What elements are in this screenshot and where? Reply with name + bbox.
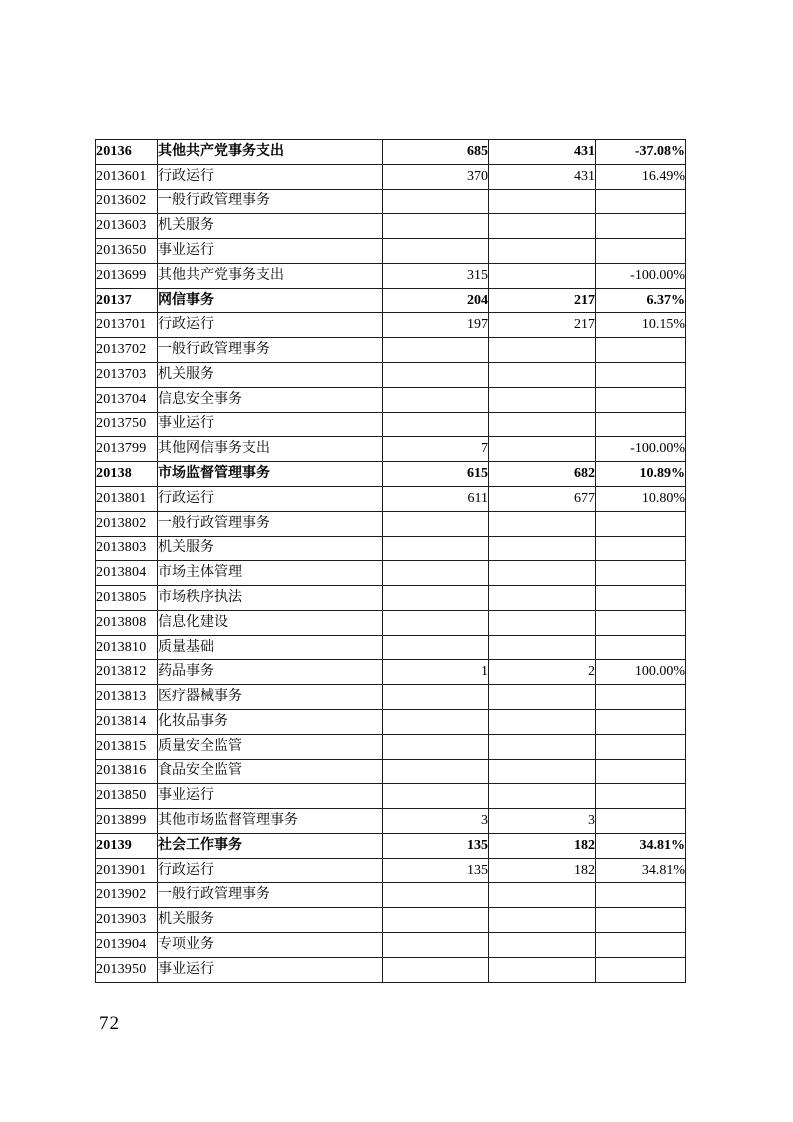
- code-cell: 2013904: [96, 933, 158, 958]
- code-cell: 2013808: [96, 610, 158, 635]
- code-cell: 2013901: [96, 858, 158, 883]
- value1-cell: [383, 239, 489, 264]
- name-cell: 行政运行: [158, 313, 383, 338]
- name-cell: 行政运行: [158, 858, 383, 883]
- table-row: [96, 833, 686, 858]
- value2-cell: [489, 784, 596, 809]
- pct-cell: [596, 511, 686, 536]
- value2-cell: 682: [489, 462, 596, 487]
- value2-cell: [489, 536, 596, 561]
- name-cell: 事业运行: [158, 239, 383, 264]
- name-cell: 机关服务: [158, 536, 383, 561]
- value1-cell: [383, 933, 489, 958]
- value1-cell: [383, 511, 489, 536]
- value1-cell: [383, 734, 489, 759]
- name-cell: 食品安全监管: [158, 759, 383, 784]
- pct-cell: [596, 759, 686, 784]
- value2-cell: [489, 189, 596, 214]
- name-cell: 网信事务: [158, 288, 383, 313]
- value1-cell: [383, 883, 489, 908]
- code-cell: 2013602: [96, 189, 158, 214]
- value1-cell: 3: [383, 809, 489, 834]
- pct-cell: [596, 784, 686, 809]
- value2-cell: [489, 263, 596, 288]
- name-cell: 行政运行: [158, 164, 383, 189]
- pct-cell: [596, 536, 686, 561]
- table-row: [96, 313, 686, 338]
- pct-cell: [596, 809, 686, 834]
- value2-cell: [489, 759, 596, 784]
- table-body: [96, 140, 686, 983]
- value2-cell: [489, 363, 596, 388]
- value2-cell: [489, 511, 596, 536]
- table-row: [96, 809, 686, 834]
- pct-cell: [596, 561, 686, 586]
- value1-cell: 315: [383, 263, 489, 288]
- pct-cell: 10.80%: [596, 486, 686, 511]
- name-cell: 社会工作事务: [158, 833, 383, 858]
- table-row: [96, 635, 686, 660]
- value1-cell: [383, 635, 489, 660]
- pct-cell: [596, 883, 686, 908]
- code-cell: 2013802: [96, 511, 158, 536]
- pct-cell: [596, 685, 686, 710]
- name-cell: 事业运行: [158, 412, 383, 437]
- name-cell: 一般行政管理事务: [158, 189, 383, 214]
- code-cell: 2013805: [96, 586, 158, 611]
- value2-cell: [489, 709, 596, 734]
- table-row: [96, 586, 686, 611]
- value2-cell: [489, 734, 596, 759]
- table-row: [96, 239, 686, 264]
- code-cell: 2013813: [96, 685, 158, 710]
- code-cell: 2013850: [96, 784, 158, 809]
- table-row: [96, 214, 686, 239]
- name-cell: 化妆品事务: [158, 709, 383, 734]
- value1-cell: [383, 685, 489, 710]
- pct-cell: -100.00%: [596, 263, 686, 288]
- code-cell: 2013902: [96, 883, 158, 908]
- code-cell: 2013704: [96, 387, 158, 412]
- table-row: [96, 462, 686, 487]
- name-cell: 其他共产党事务支出: [158, 140, 383, 165]
- name-cell: 一般行政管理事务: [158, 338, 383, 363]
- value1-cell: [383, 586, 489, 611]
- value2-cell: [489, 883, 596, 908]
- name-cell: 质量基础: [158, 635, 383, 660]
- table-row: [96, 363, 686, 388]
- pct-cell: -37.08%: [596, 140, 686, 165]
- value2-cell: [489, 957, 596, 982]
- value1-cell: [383, 363, 489, 388]
- name-cell: 其他市场监督管理事务: [158, 809, 383, 834]
- name-cell: 其他网信事务支出: [158, 437, 383, 462]
- table-row: [96, 933, 686, 958]
- table-row: [96, 734, 686, 759]
- pct-cell: [596, 214, 686, 239]
- name-cell: 药品事务: [158, 660, 383, 685]
- pct-cell: 34.81%: [596, 833, 686, 858]
- value2-cell: [489, 412, 596, 437]
- table-row: [96, 263, 686, 288]
- pct-cell: 100.00%: [596, 660, 686, 685]
- code-cell: 2013899: [96, 809, 158, 834]
- value2-cell: 217: [489, 313, 596, 338]
- table-row: [96, 536, 686, 561]
- pct-cell: [596, 908, 686, 933]
- pct-cell: 16.49%: [596, 164, 686, 189]
- code-cell: 2013812: [96, 660, 158, 685]
- name-cell: 事业运行: [158, 957, 383, 982]
- table-row: [96, 660, 686, 685]
- page-number: 72: [99, 1013, 120, 1034]
- value1-cell: [383, 709, 489, 734]
- code-cell: 2013699: [96, 263, 158, 288]
- table-row: [96, 561, 686, 586]
- pct-cell: 10.15%: [596, 313, 686, 338]
- code-cell: 20137: [96, 288, 158, 313]
- pct-cell: [596, 586, 686, 611]
- name-cell: 事业运行: [158, 784, 383, 809]
- table-row: [96, 486, 686, 511]
- code-cell: 20139: [96, 833, 158, 858]
- name-cell: 机关服务: [158, 214, 383, 239]
- table-row: [96, 288, 686, 313]
- value2-cell: [489, 338, 596, 363]
- name-cell: 信息安全事务: [158, 387, 383, 412]
- table-row: [96, 412, 686, 437]
- value2-cell: [489, 387, 596, 412]
- pct-cell: [596, 610, 686, 635]
- value1-cell: [383, 957, 489, 982]
- budget-table: [95, 139, 686, 983]
- value1-cell: 615: [383, 462, 489, 487]
- value1-cell: [383, 338, 489, 363]
- table-row: [96, 164, 686, 189]
- value1-cell: 135: [383, 833, 489, 858]
- code-cell: 2013650: [96, 239, 158, 264]
- table-row: [96, 858, 686, 883]
- table-row: [96, 511, 686, 536]
- code-cell: 2013803: [96, 536, 158, 561]
- value2-cell: 431: [489, 140, 596, 165]
- code-cell: 2013810: [96, 635, 158, 660]
- code-cell: 2013801: [96, 486, 158, 511]
- code-cell: 2013903: [96, 908, 158, 933]
- table-row: [96, 908, 686, 933]
- name-cell: 市场秩序执法: [158, 586, 383, 611]
- value2-cell: [489, 561, 596, 586]
- value1-cell: [383, 759, 489, 784]
- value1-cell: [383, 536, 489, 561]
- code-cell: 2013815: [96, 734, 158, 759]
- table-row: [96, 338, 686, 363]
- value1-cell: [383, 387, 489, 412]
- value2-cell: [489, 610, 596, 635]
- pct-cell: [596, 933, 686, 958]
- table-row: [96, 957, 686, 982]
- value1-cell: [383, 561, 489, 586]
- code-cell: 2013750: [96, 412, 158, 437]
- code-cell: 20136: [96, 140, 158, 165]
- value1-cell: 204: [383, 288, 489, 313]
- name-cell: 市场监督管理事务: [158, 462, 383, 487]
- name-cell: 其他共产党事务支出: [158, 263, 383, 288]
- value1-cell: [383, 908, 489, 933]
- table-row: [96, 784, 686, 809]
- name-cell: 质量安全监管: [158, 734, 383, 759]
- value1-cell: 7: [383, 437, 489, 462]
- table-row: [96, 759, 686, 784]
- pct-cell: [596, 338, 686, 363]
- value2-cell: [489, 437, 596, 462]
- value1-cell: 1: [383, 660, 489, 685]
- table-row: [96, 883, 686, 908]
- value1-cell: [383, 189, 489, 214]
- value1-cell: [383, 412, 489, 437]
- code-cell: 2013814: [96, 709, 158, 734]
- pct-cell: -100.00%: [596, 437, 686, 462]
- code-cell: 2013601: [96, 164, 158, 189]
- value2-cell: [489, 586, 596, 611]
- pct-cell: [596, 239, 686, 264]
- code-cell: 2013799: [96, 437, 158, 462]
- pct-cell: 10.89%: [596, 462, 686, 487]
- value1-cell: [383, 610, 489, 635]
- value2-cell: 431: [489, 164, 596, 189]
- name-cell: 一般行政管理事务: [158, 883, 383, 908]
- value1-cell: 611: [383, 486, 489, 511]
- pct-cell: [596, 635, 686, 660]
- value1-cell: 135: [383, 858, 489, 883]
- value1-cell: [383, 784, 489, 809]
- name-cell: 一般行政管理事务: [158, 511, 383, 536]
- name-cell: 行政运行: [158, 486, 383, 511]
- value1-cell: 685: [383, 140, 489, 165]
- pct-cell: 6.37%: [596, 288, 686, 313]
- value2-cell: [489, 908, 596, 933]
- name-cell: 信息化建设: [158, 610, 383, 635]
- table-row: [96, 387, 686, 412]
- code-cell: 2013701: [96, 313, 158, 338]
- table-row: [96, 685, 686, 710]
- code-cell: 2013703: [96, 363, 158, 388]
- pct-cell: [596, 387, 686, 412]
- pct-cell: [596, 734, 686, 759]
- value1-cell: 197: [383, 313, 489, 338]
- value2-cell: 2: [489, 660, 596, 685]
- code-cell: 2013804: [96, 561, 158, 586]
- value2-cell: 217: [489, 288, 596, 313]
- pct-cell: [596, 363, 686, 388]
- table-row: [96, 437, 686, 462]
- value1-cell: [383, 214, 489, 239]
- code-cell: 2013603: [96, 214, 158, 239]
- code-cell: 2013816: [96, 759, 158, 784]
- pct-cell: [596, 709, 686, 734]
- code-cell: 2013950: [96, 957, 158, 982]
- value2-cell: [489, 685, 596, 710]
- pct-cell: [596, 189, 686, 214]
- value2-cell: 182: [489, 858, 596, 883]
- name-cell: 市场主体管理: [158, 561, 383, 586]
- name-cell: 医疗器械事务: [158, 685, 383, 710]
- value2-cell: [489, 933, 596, 958]
- table-row: [96, 610, 686, 635]
- value1-cell: 370: [383, 164, 489, 189]
- value2-cell: [489, 214, 596, 239]
- table-row: [96, 709, 686, 734]
- code-cell: 2013702: [96, 338, 158, 363]
- value2-cell: 182: [489, 833, 596, 858]
- pct-cell: [596, 957, 686, 982]
- table-row: [96, 189, 686, 214]
- name-cell: 机关服务: [158, 363, 383, 388]
- value2-cell: 677: [489, 486, 596, 511]
- table-row: [96, 140, 686, 165]
- pct-cell: 34.81%: [596, 858, 686, 883]
- code-cell: 20138: [96, 462, 158, 487]
- pct-cell: [596, 412, 686, 437]
- value2-cell: [489, 635, 596, 660]
- value2-cell: 3: [489, 809, 596, 834]
- name-cell: 机关服务: [158, 908, 383, 933]
- name-cell: 专项业务: [158, 933, 383, 958]
- value2-cell: [489, 239, 596, 264]
